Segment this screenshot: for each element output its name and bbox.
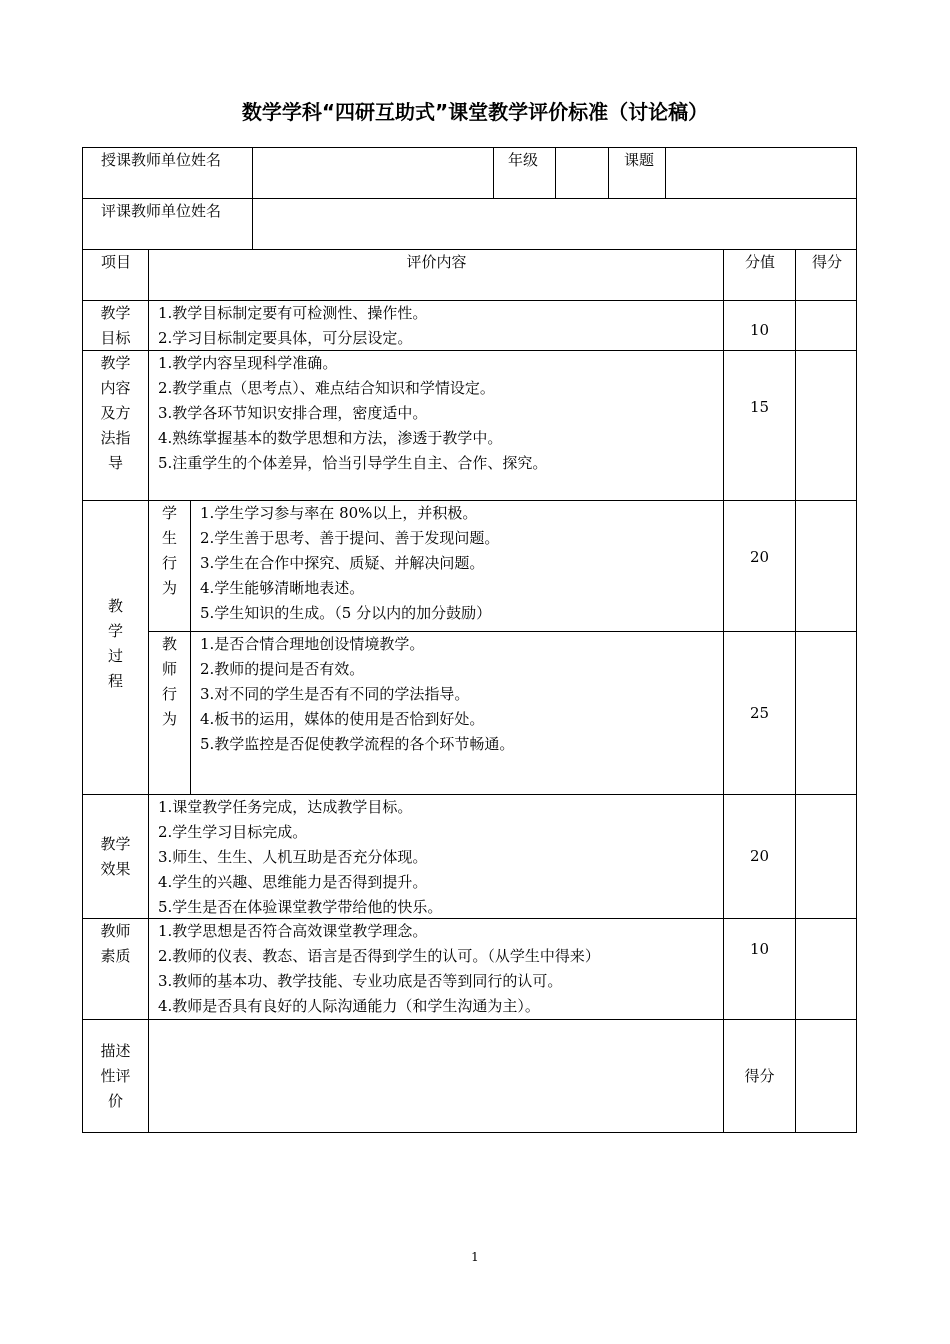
list-item: 2.教学重点（思考点）、难点结合知识和学情设定。 bbox=[158, 379, 495, 397]
row-quality-label-line: 素质 bbox=[100, 947, 131, 965]
row-content-label-line: 教学 bbox=[100, 354, 131, 372]
row-desc-got-field[interactable] bbox=[795, 1019, 857, 1133]
row-content-score bbox=[723, 350, 795, 500]
teacher-behavior-label-line: 行 bbox=[161, 685, 177, 703]
col-got-label: 得分 bbox=[811, 253, 842, 271]
teacher-behavior-label-line: 为 bbox=[161, 710, 177, 728]
score-value: 25 bbox=[749, 703, 770, 722]
row-process-label-line: 教 bbox=[107, 596, 123, 615]
row-content-label-line: 法指 bbox=[100, 429, 131, 447]
list-item: 3.教师的基本功、教学技能、专业功底是否等到同行的认可。 bbox=[158, 972, 563, 990]
score-value: 10 bbox=[749, 940, 770, 958]
score-value: 10 bbox=[749, 321, 770, 339]
list-item: 4.教师是否具有良好的人际沟通能力（和学生沟通为主）。 bbox=[158, 997, 540, 1015]
list-item: 2.学生善于思考、善于提问、善于发现问题。 bbox=[200, 529, 500, 547]
row-effect-label-line: 教学 bbox=[100, 834, 131, 853]
list-item: 1.学生学习参与率在 80%以上，并积极。 bbox=[200, 504, 478, 522]
score-value: 15 bbox=[749, 398, 770, 416]
teacher-behavior-label-line: 师 bbox=[161, 660, 177, 678]
list-item: 3.对不同的学生是否有不同的学法指导。 bbox=[200, 685, 470, 703]
row-goal-content bbox=[148, 300, 723, 350]
list-item: 3.学生在合作中探究、质疑、并解决问题。 bbox=[200, 554, 485, 572]
student-behavior-label-line: 为 bbox=[161, 579, 177, 597]
row-effect-label-line: 效果 bbox=[100, 859, 131, 878]
list-item: 2.学习目标制定要具体，可分层设定。 bbox=[158, 329, 413, 347]
row-content-label-line: 及方 bbox=[100, 404, 131, 422]
row-effect-content bbox=[148, 794, 723, 918]
row-goal-score bbox=[723, 300, 795, 350]
list-item: 3.教学各环节知识安排合理，密度适中。 bbox=[158, 404, 428, 422]
evaluator-label: 评课教师单位姓名 bbox=[101, 202, 222, 220]
student-behavior-score bbox=[723, 500, 795, 631]
row-effect-got-field[interactable] bbox=[795, 794, 857, 918]
row-process-label-line: 过 bbox=[107, 646, 123, 665]
score-value: 20 bbox=[749, 547, 770, 566]
list-item: 4.熟练掌握基本的数学思想和方法，渗透于教学中。 bbox=[158, 429, 503, 447]
col-content-label: 评价内容 bbox=[406, 253, 467, 271]
list-item: 1.教学内容呈现科学准确。 bbox=[158, 354, 338, 372]
evaluator-label-cell bbox=[82, 198, 252, 249]
row-goal-label-line: 教学 bbox=[100, 303, 131, 322]
row-content-label-line: 内容 bbox=[100, 379, 131, 397]
list-item: 5.学生是否在体验课堂教学带给他的快乐。 bbox=[158, 898, 443, 916]
teacher-label: 授课教师单位姓名 bbox=[101, 151, 222, 169]
student-behavior-got-field[interactable] bbox=[795, 500, 857, 631]
score-value: 20 bbox=[749, 847, 770, 865]
col-item-header bbox=[82, 249, 148, 300]
col-item-label: 项目 bbox=[100, 253, 131, 271]
row-content-label-line: 导 bbox=[107, 454, 123, 472]
list-item: 5.学生知识的生成。（5 分以内的加分鼓励） bbox=[200, 604, 492, 622]
row-effect-score bbox=[723, 794, 795, 918]
student-behavior-label bbox=[148, 500, 190, 631]
row-goal-label bbox=[82, 300, 148, 350]
topic-field[interactable] bbox=[665, 147, 857, 198]
row-quality-got-field[interactable] bbox=[795, 918, 857, 1019]
row-quality-label-line: 教师 bbox=[100, 922, 131, 940]
list-item: 4.学生能够清晰地表述。 bbox=[200, 579, 365, 597]
col-content-header bbox=[148, 249, 723, 300]
col-score-label: 分值 bbox=[744, 253, 775, 271]
row-desc-field[interactable] bbox=[148, 1019, 723, 1133]
teacher-behavior-score bbox=[723, 631, 795, 794]
topic-label: 课题 bbox=[624, 151, 655, 169]
row-effect-label bbox=[82, 794, 148, 918]
topic-label-cell bbox=[608, 147, 665, 198]
teacher-label-cell bbox=[82, 147, 252, 198]
list-item: 2.教师的仪表、教态、语言是否得到学生的认可。（从学生中得来） bbox=[158, 947, 600, 965]
row-goal-got-field[interactable] bbox=[795, 300, 857, 350]
teacher-behavior-got-field[interactable] bbox=[795, 631, 857, 794]
row-process-label-line: 学 bbox=[107, 621, 123, 640]
student-behavior-label-line: 行 bbox=[161, 554, 177, 572]
list-item: 1.教学思想是否符合高效课堂教学理念。 bbox=[158, 922, 428, 940]
grade-label: 年级 bbox=[508, 151, 539, 169]
row-desc-score-label: 得分 bbox=[744, 1067, 775, 1085]
row-goal-label-line: 目标 bbox=[100, 328, 131, 347]
grade-field[interactable] bbox=[555, 147, 608, 198]
teacher-name-field[interactable] bbox=[252, 147, 493, 198]
col-score-header bbox=[723, 249, 795, 300]
row-desc-label-line: 描述 bbox=[100, 1042, 131, 1060]
row-desc-label-line: 性评 bbox=[100, 1067, 131, 1085]
row-process-label bbox=[82, 500, 148, 794]
evaluator-name-field[interactable] bbox=[252, 198, 857, 249]
list-item: 4.学生的兴趣、思维能力是否得到提升。 bbox=[158, 873, 428, 891]
col-got-header bbox=[795, 249, 857, 300]
list-item: 1.课堂教学任务完成，达成教学目标。 bbox=[158, 798, 413, 816]
list-item: 2.教师的提问是否有效。 bbox=[200, 660, 365, 678]
list-item: 3.师生、生生、人机互助是否充分体现。 bbox=[158, 848, 428, 866]
page-number: 1 bbox=[471, 1250, 479, 1264]
row-desc-score-label-cell bbox=[723, 1019, 795, 1133]
row-content-label bbox=[82, 350, 148, 500]
list-item: 5.注重学生的个体差异，恰当引导学生自主、合作、探究。 bbox=[158, 454, 548, 472]
list-item: 1.是否合情合理地创设情境教学。 bbox=[200, 635, 425, 653]
row-desc-label bbox=[82, 1019, 148, 1133]
row-process-label-line: 程 bbox=[107, 671, 123, 690]
row-quality-content bbox=[148, 918, 723, 1019]
student-behavior-label-line: 生 bbox=[161, 529, 177, 547]
page-title: 数学学科“四研互助式”课堂教学评价标准（讨论稿） bbox=[241, 100, 709, 124]
student-behavior-label-line: 学 bbox=[161, 504, 177, 522]
list-item: 5.教学监控是否促使教学流程的各个环节畅通。 bbox=[200, 735, 515, 753]
student-behavior-content bbox=[190, 500, 723, 631]
row-quality-score bbox=[723, 918, 795, 1019]
row-quality-label bbox=[82, 918, 148, 1019]
row-content-got-field[interactable] bbox=[795, 350, 857, 500]
list-item: 1.教学目标制定要有可检测性、操作性。 bbox=[158, 304, 428, 322]
row-content-content bbox=[148, 350, 723, 500]
list-item: 2.学生学习目标完成。 bbox=[158, 823, 308, 841]
teacher-behavior-content bbox=[190, 631, 723, 794]
row-desc-label-line: 价 bbox=[107, 1092, 123, 1110]
grade-label-cell bbox=[493, 147, 555, 198]
teacher-behavior-label-line: 教 bbox=[161, 635, 177, 653]
list-item: 4.板书的运用，媒体的使用是否恰到好处。 bbox=[200, 710, 485, 728]
teacher-behavior-label bbox=[148, 631, 190, 794]
